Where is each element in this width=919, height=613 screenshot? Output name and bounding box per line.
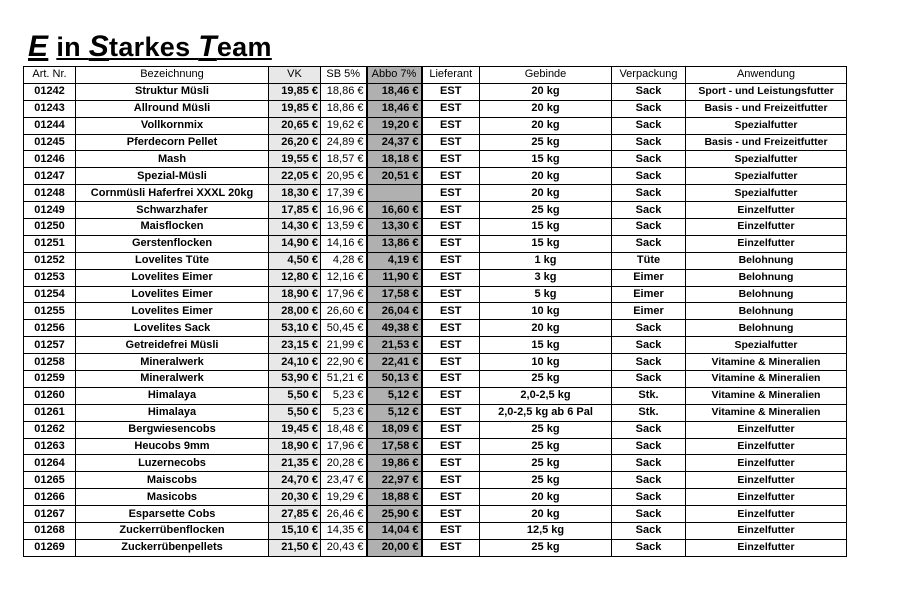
cell-anwendung: Vitamine & Mineralien [686,354,847,371]
cell-abbo: 13,86 € [367,235,422,252]
cell-lieferant: EST [422,438,480,455]
cell-art-nr: 01245 [24,134,76,151]
cell-verpackung: Sack [612,472,686,489]
cell-sb: 18,57 € [321,151,367,168]
cell-vk: 18,90 € [269,286,321,303]
table-row [24,235,847,252]
cell-gebinde: 2,0-2,5 kg [480,387,612,404]
cell-sb: 23,47 € [321,472,367,489]
cell-bezeichnung: Schwarzhafer [76,202,269,219]
cell-sb: 5,23 € [321,404,367,421]
cell-anwendung: Spezialfutter [686,151,847,168]
cell-bezeichnung: Cornmüsli Haferfrei XXXL 20kg [76,185,269,202]
cell-sb: 16,96 € [321,202,367,219]
cell-vk: 28,00 € [269,303,321,320]
cell-verpackung: Stk. [612,387,686,404]
cell-bezeichnung: Luzernecobs [76,455,269,472]
cell-bezeichnung: Maisflocken [76,219,269,236]
cell-verpackung: Eimer [612,303,686,320]
cell-gebinde: 20 kg [480,83,612,100]
cell-art-nr: 01269 [24,539,76,556]
cell-art-nr: 01255 [24,303,76,320]
cell-bezeichnung: Lovelites Eimer [76,286,269,303]
cell-bezeichnung: Gerstenflocken [76,235,269,252]
cell-abbo: 19,20 € [367,117,422,134]
cell-gebinde: 10 kg [480,303,612,320]
cell-lieferant: EST [422,185,480,202]
header-gebinde: Gebinde [480,67,612,84]
cell-lieferant: EST [422,252,480,269]
cell-gebinde: 5 kg [480,286,612,303]
cell-lieferant: EST [422,354,480,371]
cell-vk: 19,55 € [269,151,321,168]
cell-gebinde: 25 kg [480,472,612,489]
cell-art-nr: 01264 [24,455,76,472]
cell-sb: 26,46 € [321,506,367,523]
cell-anwendung: Einzelfutter [686,202,847,219]
table-row [24,523,847,540]
header-lieferant: Lieferant [422,67,480,84]
cell-abbo: 49,38 € [367,320,422,337]
cell-verpackung: Stk. [612,404,686,421]
cell-bezeichnung: Lovelites Tüte [76,252,269,269]
cell-abbo: 17,58 € [367,286,422,303]
cell-lieferant: EST [422,269,480,286]
cell-vk: 18,30 € [269,185,321,202]
cell-bezeichnung: Maiscobs [76,472,269,489]
cell-anwendung: Spezialfutter [686,337,847,354]
cell-verpackung: Sack [612,151,686,168]
cell-abbo: 22,41 € [367,354,422,371]
cell-art-nr: 01259 [24,371,76,388]
table-row [24,151,847,168]
cell-verpackung: Sack [612,219,686,236]
cell-abbo: 17,58 € [367,438,422,455]
cell-verpackung: Sack [612,320,686,337]
cell-verpackung: Sack [612,455,686,472]
cell-gebinde: 20 kg [480,320,612,337]
cell-bezeichnung: Bergwiesencobs [76,421,269,438]
cell-art-nr: 01262 [24,421,76,438]
cell-sb: 20,28 € [321,455,367,472]
cell-abbo [367,185,422,202]
cell-abbo: 16,60 € [367,202,422,219]
cell-gebinde: 25 kg [480,134,612,151]
cell-lieferant: EST [422,219,480,236]
cell-verpackung: Sack [612,185,686,202]
cell-bezeichnung: Himalaya [76,404,269,421]
cell-art-nr: 01256 [24,320,76,337]
cell-vk: 19,85 € [269,83,321,100]
table-row [24,387,847,404]
title-letter: S [88,30,110,63]
cell-gebinde: 20 kg [480,100,612,117]
cell-abbo: 20,51 € [367,168,422,185]
cell-art-nr: 01260 [24,387,76,404]
cell-vk: 19,45 € [269,421,321,438]
cell-anwendung: Sport - und Leistungsfutter [686,83,847,100]
cell-sb: 4,28 € [321,252,367,269]
table-row [24,185,847,202]
table-row [24,421,847,438]
cell-anwendung: Vitamine & Mineralien [686,371,847,388]
cell-art-nr: 01249 [24,202,76,219]
cell-lieferant: EST [422,539,480,556]
cell-art-nr: 01246 [24,151,76,168]
cell-anwendung: Spezialfutter [686,117,847,134]
cell-abbo: 5,12 € [367,387,422,404]
cell-vk: 20,30 € [269,489,321,506]
cell-verpackung: Sack [612,235,686,252]
table-row [24,134,847,151]
cell-abbo: 25,90 € [367,506,422,523]
cell-verpackung: Eimer [612,269,686,286]
cell-vk: 4,50 € [269,252,321,269]
cell-sb: 14,35 € [321,523,367,540]
cell-sb: 19,29 € [321,489,367,506]
cell-verpackung: Sack [612,117,686,134]
cell-anwendung: Belohnung [686,320,847,337]
cell-gebinde: 25 kg [480,438,612,455]
cell-bezeichnung: Lovelites Sack [76,320,269,337]
table-row [24,286,847,303]
cell-art-nr: 01266 [24,489,76,506]
cell-verpackung: Sack [612,354,686,371]
cell-lieferant: EST [422,100,480,117]
table-row [24,455,847,472]
cell-anwendung: Einzelfutter [686,421,847,438]
cell-art-nr: 01248 [24,185,76,202]
cell-sb: 17,96 € [321,286,367,303]
cell-gebinde: 25 kg [480,202,612,219]
cell-abbo: 18,09 € [367,421,422,438]
cell-gebinde: 15 kg [480,151,612,168]
cell-bezeichnung: Getreidefrei Müsli [76,337,269,354]
cell-vk: 14,90 € [269,235,321,252]
cell-anwendung: Einzelfutter [686,438,847,455]
cell-abbo: 18,18 € [367,151,422,168]
cell-art-nr: 01258 [24,354,76,371]
cell-bezeichnung: Lovelites Eimer [76,269,269,286]
cell-lieferant: EST [422,337,480,354]
cell-sb: 17,96 € [321,438,367,455]
cell-art-nr: 01254 [24,286,76,303]
table-row [24,506,847,523]
cell-art-nr: 01267 [24,506,76,523]
cell-lieferant: EST [422,371,480,388]
cell-bezeichnung: Vollkornmix [76,117,269,134]
cell-bezeichnung: Mash [76,151,269,168]
cell-lieferant: EST [422,202,480,219]
cell-anwendung: Vitamine & Mineralien [686,387,847,404]
cell-lieferant: EST [422,151,480,168]
table-row [24,404,847,421]
cell-lieferant: EST [422,320,480,337]
table-row [24,539,847,556]
cell-art-nr: 01263 [24,438,76,455]
cell-abbo: 5,12 € [367,404,422,421]
cell-verpackung: Eimer [612,286,686,303]
title-part: in [56,32,89,62]
cell-gebinde: 20 kg [480,506,612,523]
table-row [24,168,847,185]
header-anwendung: Anwendung [686,67,847,84]
cell-sb: 5,23 € [321,387,367,404]
cell-anwendung: Vitamine & Mineralien [686,404,847,421]
cell-bezeichnung: Struktur Müsli [76,83,269,100]
title-part: tarkes [109,32,199,62]
table-row [24,269,847,286]
cell-vk: 26,20 € [269,134,321,151]
cell-abbo: 11,90 € [367,269,422,286]
cell-anwendung: Spezialfutter [686,168,847,185]
cell-art-nr: 01253 [24,269,76,286]
cell-bezeichnung: Allround Müsli [76,100,269,117]
cell-bezeichnung: Pferdecorn Pellet [76,134,269,151]
cell-bezeichnung: Heucobs 9mm [76,438,269,455]
title-letter: E [28,30,49,63]
cell-verpackung: Sack [612,100,686,117]
cell-sb: 18,86 € [321,83,367,100]
cell-verpackung: Sack [612,523,686,540]
header-abbo: Abbo 7% [367,67,422,84]
cell-vk: 24,10 € [269,354,321,371]
cell-art-nr: 01243 [24,100,76,117]
cell-abbo: 18,46 € [367,100,422,117]
cell-verpackung: Sack [612,202,686,219]
cell-bezeichnung: Spezial-Müsli [76,168,269,185]
cell-lieferant: EST [422,286,480,303]
cell-sb: 19,62 € [321,117,367,134]
cell-art-nr: 01261 [24,404,76,421]
table-row [24,202,847,219]
cell-art-nr: 01242 [24,83,76,100]
cell-gebinde: 25 kg [480,371,612,388]
cell-bezeichnung: Zuckerrübenpellets [76,539,269,556]
cell-anwendung: Einzelfutter [686,219,847,236]
cell-anwendung: Einzelfutter [686,455,847,472]
cell-lieferant: EST [422,235,480,252]
cell-lieferant: EST [422,472,480,489]
table-row [24,489,847,506]
cell-vk: 21,35 € [269,455,321,472]
cell-vk: 27,85 € [269,506,321,523]
cell-sb: 22,90 € [321,354,367,371]
cell-abbo: 19,86 € [367,455,422,472]
cell-abbo: 50,13 € [367,371,422,388]
cell-sb: 13,59 € [321,219,367,236]
cell-sb: 51,21 € [321,371,367,388]
table-row [24,83,847,100]
cell-sb: 21,99 € [321,337,367,354]
cell-anwendung: Belohnung [686,303,847,320]
cell-lieferant: EST [422,455,480,472]
cell-verpackung: Sack [612,539,686,556]
cell-art-nr: 01244 [24,117,76,134]
cell-anwendung: Einzelfutter [686,523,847,540]
cell-anwendung: Basis - und Freizeitfutter [686,100,847,117]
cell-sb: 12,16 € [321,269,367,286]
cell-verpackung: Sack [612,168,686,185]
cell-lieferant: EST [422,387,480,404]
title-part: eam [216,32,272,62]
cell-lieferant: EST [422,421,480,438]
cell-anwendung: Einzelfutter [686,235,847,252]
cell-verpackung: Sack [612,438,686,455]
cell-abbo: 4,19 € [367,252,422,269]
cell-vk: 53,10 € [269,320,321,337]
cell-anwendung: Belohnung [686,269,847,286]
cell-anwendung: Basis - und Freizeitfutter [686,134,847,151]
cell-gebinde: 3 kg [480,269,612,286]
header-verpackung: Verpackung [612,67,686,84]
cell-lieferant: EST [422,134,480,151]
table-header-row [24,67,847,84]
cell-bezeichnung: Masicobs [76,489,269,506]
cell-gebinde: 1 kg [480,252,612,269]
table-row [24,303,847,320]
cell-lieferant: EST [422,404,480,421]
cell-abbo: 14,04 € [367,523,422,540]
cell-lieferant: EST [422,168,480,185]
cell-anwendung: Einzelfutter [686,472,847,489]
cell-bezeichnung: Mineralwerk [76,354,269,371]
table-row [24,472,847,489]
cell-sb: 17,39 € [321,185,367,202]
cell-gebinde: 20 kg [480,185,612,202]
cell-verpackung: Sack [612,421,686,438]
cell-anwendung: Spezialfutter [686,185,847,202]
cell-art-nr: 01257 [24,337,76,354]
cell-anwendung: Einzelfutter [686,539,847,556]
header-art-nr: Art. Nr. [24,67,76,84]
cell-bezeichnung: Lovelites Eimer [76,303,269,320]
cell-abbo: 22,97 € [367,472,422,489]
table-row [24,320,847,337]
cell-sb: 20,43 € [321,539,367,556]
cell-sb: 14,16 € [321,235,367,252]
cell-abbo: 24,37 € [367,134,422,151]
cell-vk: 23,15 € [269,337,321,354]
cell-vk: 17,85 € [269,202,321,219]
cell-vk: 5,50 € [269,387,321,404]
cell-abbo: 13,30 € [367,219,422,236]
title-letter: T [198,30,217,63]
cell-lieferant: EST [422,506,480,523]
cell-vk: 5,50 € [269,404,321,421]
cell-abbo: 20,00 € [367,539,422,556]
table-row [24,371,847,388]
table-row [24,117,847,134]
cell-gebinde: 10 kg [480,354,612,371]
table-row [24,337,847,354]
cell-vk: 12,80 € [269,269,321,286]
table-row [24,100,847,117]
document-title [28,30,272,64]
cell-sb: 26,60 € [321,303,367,320]
cell-anwendung: Belohnung [686,252,847,269]
cell-bezeichnung: Esparsette Cobs [76,506,269,523]
cell-verpackung: Tüte [612,252,686,269]
cell-verpackung: Sack [612,506,686,523]
cell-lieferant: EST [422,117,480,134]
cell-vk: 19,85 € [269,100,321,117]
table-row [24,354,847,371]
table-row [24,219,847,236]
cell-art-nr: 01251 [24,235,76,252]
header-bezeichnung: Bezeichnung [76,67,269,84]
cell-bezeichnung: Himalaya [76,387,269,404]
header-sb: SB 5% [321,67,367,84]
cell-gebinde: 15 kg [480,235,612,252]
cell-lieferant: EST [422,303,480,320]
table-row [24,438,847,455]
cell-vk: 21,50 € [269,539,321,556]
cell-vk: 14,30 € [269,219,321,236]
cell-verpackung: Sack [612,83,686,100]
cell-gebinde: 20 kg [480,117,612,134]
cell-gebinde: 12,5 kg [480,523,612,540]
cell-sb: 24,89 € [321,134,367,151]
cell-verpackung: Sack [612,371,686,388]
cell-verpackung: Sack [612,489,686,506]
cell-vk: 20,65 € [269,117,321,134]
price-table [23,66,847,557]
cell-vk: 18,90 € [269,438,321,455]
cell-bezeichnung: Zuckerrübenflocken [76,523,269,540]
cell-gebinde: 20 kg [480,489,612,506]
cell-sb: 20,95 € [321,168,367,185]
cell-anwendung: Einzelfutter [686,506,847,523]
cell-sb: 18,48 € [321,421,367,438]
cell-art-nr: 01250 [24,219,76,236]
cell-gebinde: 25 kg [480,539,612,556]
cell-verpackung: Sack [612,134,686,151]
cell-gebinde: 2,0-2,5 kg ab 6 Pal [480,404,612,421]
table-row [24,252,847,269]
cell-gebinde: 15 kg [480,337,612,354]
cell-art-nr: 01265 [24,472,76,489]
cell-abbo: 18,46 € [367,83,422,100]
header-vk: VK [269,67,321,84]
cell-abbo: 26,04 € [367,303,422,320]
cell-lieferant: EST [422,523,480,540]
cell-anwendung: Einzelfutter [686,489,847,506]
cell-vk: 53,90 € [269,371,321,388]
cell-vk: 24,70 € [269,472,321,489]
cell-art-nr: 01252 [24,252,76,269]
cell-vk: 22,05 € [269,168,321,185]
cell-vk: 15,10 € [269,523,321,540]
cell-gebinde: 25 kg [480,421,612,438]
cell-lieferant: EST [422,489,480,506]
cell-sb: 18,86 € [321,100,367,117]
cell-abbo: 18,88 € [367,489,422,506]
cell-art-nr: 01247 [24,168,76,185]
cell-gebinde: 25 kg [480,455,612,472]
cell-gebinde: 20 kg [480,168,612,185]
cell-gebinde: 15 kg [480,219,612,236]
cell-anwendung: Belohnung [686,286,847,303]
cell-bezeichnung: Mineralwerk [76,371,269,388]
cell-art-nr: 01268 [24,523,76,540]
cell-lieferant: EST [422,83,480,100]
cell-sb: 50,45 € [321,320,367,337]
cell-abbo: 21,53 € [367,337,422,354]
cell-verpackung: Sack [612,337,686,354]
